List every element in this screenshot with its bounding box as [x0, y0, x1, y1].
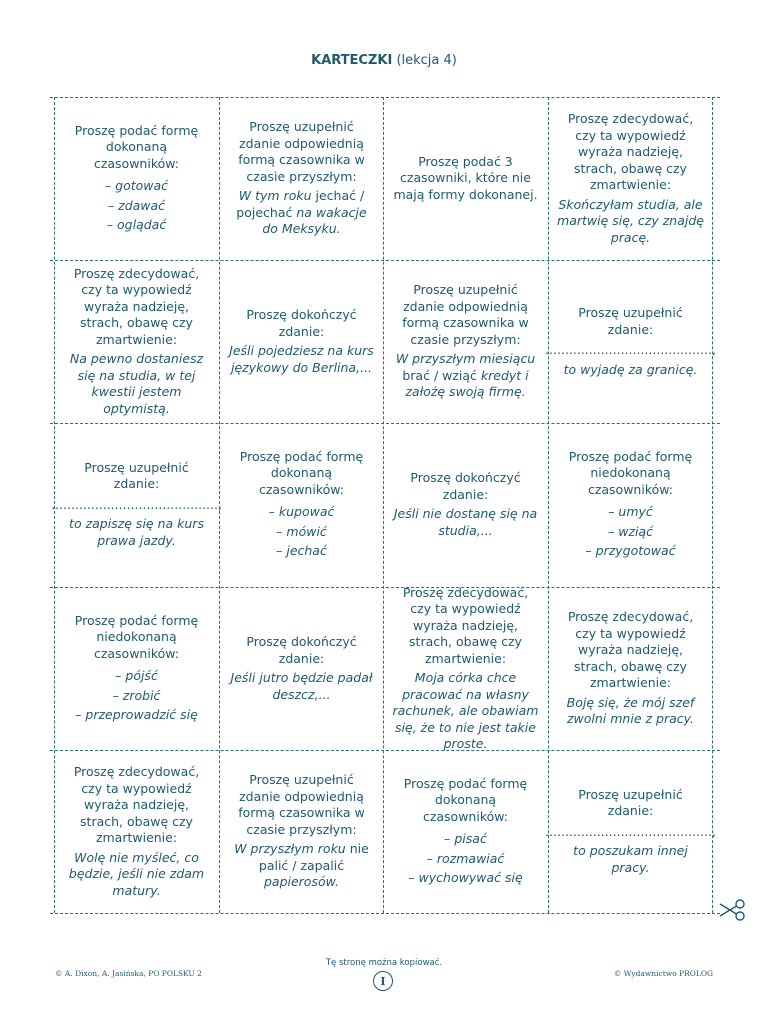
card	[219, 97, 384, 260]
card	[51, 423, 222, 586]
verb-item: – rozmawiać	[426, 850, 505, 866]
card-blank: ..........................................,	[51, 496, 222, 512]
footer-copyright-publisher: © Wydawnictwo PROLOG	[613, 969, 713, 978]
card-example-verbs: jechać / pojechać	[236, 188, 365, 220]
verb-list	[585, 502, 675, 561]
card-example-text: Jeśli pojedziesz na kurs językowy do Berlina,...	[229, 343, 374, 375]
card-blank: ..........................................,	[545, 342, 716, 357]
verb-item: – oglądać	[106, 217, 167, 232]
verb-item: – przygotować	[585, 543, 676, 558]
verb-item: – wziąć	[607, 523, 653, 539]
card-example-verbs: brać / wziąć	[402, 367, 481, 383]
card-instruction: Proszę podać formę niedokonaną czasowników:	[74, 612, 199, 661]
card-example-text: W przyszłym miesiącu	[395, 351, 536, 367]
card-instruction: Proszę podać formę dokonaną czasowników:	[74, 122, 199, 171]
card-example	[556, 197, 705, 247]
card	[54, 97, 219, 260]
footer-copy-note: Tę stronę można kopiować.	[325, 958, 443, 968]
card	[383, 260, 548, 423]
verb-item: – przeprowadzić się	[75, 707, 198, 722]
card	[545, 750, 716, 913]
card	[548, 423, 713, 586]
card-instruction: Proszę zdecydować, czy ta wypowiedź wyraża nadzieję, strach, obawę czy zmartwienie:	[73, 764, 200, 845]
card-example	[227, 343, 376, 376]
verb-item: – wychowywać się	[408, 870, 523, 885]
card-example	[62, 850, 211, 900]
card-instruction: Proszę uzupełnić zdanie:	[84, 459, 189, 492]
card-instruction: Proszę uzupełnić zdanie odpowiednią formą czasownika w czasie przyszłym:	[238, 772, 365, 837]
card-example-text: W tym roku	[238, 188, 312, 204]
card-grid	[51, 97, 716, 913]
card	[219, 587, 384, 750]
verb-item: – zdawać	[107, 197, 166, 213]
card-example-text: Na pewno dostaniesz się na studia, w tej kwestii jestem optymistą.	[69, 351, 204, 416]
card-example	[391, 351, 540, 401]
card-instruction: Proszę podać formę dokonaną czasowników:	[403, 775, 528, 824]
card-example-text: to poszukam innej pracy.	[573, 843, 688, 875]
card-example-verbs: nie palić / zapalić	[258, 841, 369, 873]
card	[54, 260, 219, 423]
card-instruction: Proszę podać formę niedokonaną czasowników:	[568, 448, 693, 497]
card-example-text: Wolę nie myśleć, co będzie, jeśli nie zdam matury.	[68, 849, 205, 898]
card	[219, 260, 384, 423]
card	[54, 587, 219, 750]
card-example	[62, 516, 211, 549]
card-example-tail: na wakacje do Meksyku.	[262, 204, 367, 237]
card-example	[391, 670, 540, 753]
card	[548, 587, 713, 750]
card-example	[227, 841, 376, 891]
card	[219, 750, 384, 913]
card	[545, 260, 716, 423]
card-instruction: Proszę podać formę dokonaną czasowników:	[239, 448, 364, 497]
verb-list	[105, 176, 168, 235]
verb-list	[269, 502, 335, 561]
card-example	[556, 843, 705, 876]
verb-item: – umyć	[608, 504, 653, 519]
card-example-text: W przyszłym roku	[234, 841, 346, 857]
page-number: I	[373, 971, 393, 991]
card-instruction: Proszę uzupełnić zdanie:	[578, 786, 683, 819]
card-instruction: Proszę zdecydować, czy ta wypowiedź wyraża nadzieję, strach, obawę czy zmartwienie:	[567, 111, 694, 192]
card-instruction: Proszę zdecydować, czy ta wypowiedź wyraża nadzieję, strach, obawę czy zmartwienie:	[73, 265, 200, 347]
page-title: KARTECZKI (lekcja 4)	[311, 53, 457, 68]
card	[548, 97, 713, 260]
card-blank: ..........................................,	[545, 823, 716, 839]
verb-item: – zrobić	[112, 687, 161, 703]
card-example	[564, 362, 698, 379]
verb-item: – pisać	[444, 831, 487, 846]
card	[383, 750, 548, 913]
verb-item: – jechać	[276, 543, 327, 558]
card-instruction: Proszę zdecydować, czy ta wypowiedź wyraża nadzieję, strach, obawę czy zmartwienie:	[567, 609, 694, 691]
cut-line-horizontal	[50, 913, 720, 914]
card-example-text: to wyjadę za granicę.	[563, 361, 698, 377]
card-example	[227, 670, 376, 703]
verb-list	[75, 666, 198, 725]
card-example-tail: kredyt i założę swoją firmę.	[405, 367, 529, 400]
card-example-tail: papierosów.	[263, 874, 340, 890]
card-example-text: Moja córka chce pracować na własny rachunek, ale obawiam się, że to nie jest takie proste.	[392, 670, 539, 751]
verb-item: – mówić	[276, 523, 327, 539]
card-example-text: Skończyłam studia, ale martwię się, czy znajdę pracę.	[557, 196, 704, 245]
card-example-text: Boję się, że mój szef zwolni mnie z pracy.	[566, 694, 695, 727]
card-instruction: Proszę dokończyć zdanie:	[410, 470, 521, 502]
card-example	[62, 351, 211, 417]
card-instruction: Proszę dokończyć zdanie:	[246, 634, 357, 666]
card-example-text: to zapiszę się na kurs prawa jazdy.	[69, 516, 204, 548]
card-instruction: Proszę uzupełnić zdanie:	[578, 305, 683, 337]
card-instruction: Proszę dokończyć zdanie:	[246, 307, 357, 339]
card	[383, 97, 548, 260]
card	[383, 584, 548, 751]
card-example	[227, 188, 376, 238]
card-instruction: Proszę uzupełnić zdanie odpowiednią formą czasownika w czasie przyszłym:	[402, 282, 529, 347]
verb-item: – kupować	[268, 504, 335, 519]
verb-item: – pójść	[115, 668, 158, 683]
card-example-text: Jeśli jutro będzie padał deszcz,...	[230, 670, 373, 702]
card-example-text: Jeśli nie dostanę się na studia,...	[393, 506, 538, 538]
footer-copyright-authors: © A. Dixon, A. Jasińska, PO POLSKU 2	[55, 969, 202, 978]
verb-item: – gotować	[104, 178, 169, 193]
card-instruction: Proszę podać 3 czasowniki, które nie mają formy dokonanej.	[393, 153, 538, 202]
card-instruction: Proszę uzupełnić zdanie odpowiednią formą czasownika w czasie przyszłym:	[238, 119, 365, 184]
card	[219, 423, 384, 586]
card-example	[391, 506, 540, 539]
card-instruction: Proszę zdecydować, czy ta wypowiedź wyraża nadzieję, strach, obawę czy zmartwienie:	[402, 584, 529, 666]
scissors-icon	[718, 897, 748, 923]
card	[54, 750, 219, 913]
card	[383, 423, 548, 586]
card-example	[556, 695, 705, 728]
verb-list	[408, 829, 522, 888]
